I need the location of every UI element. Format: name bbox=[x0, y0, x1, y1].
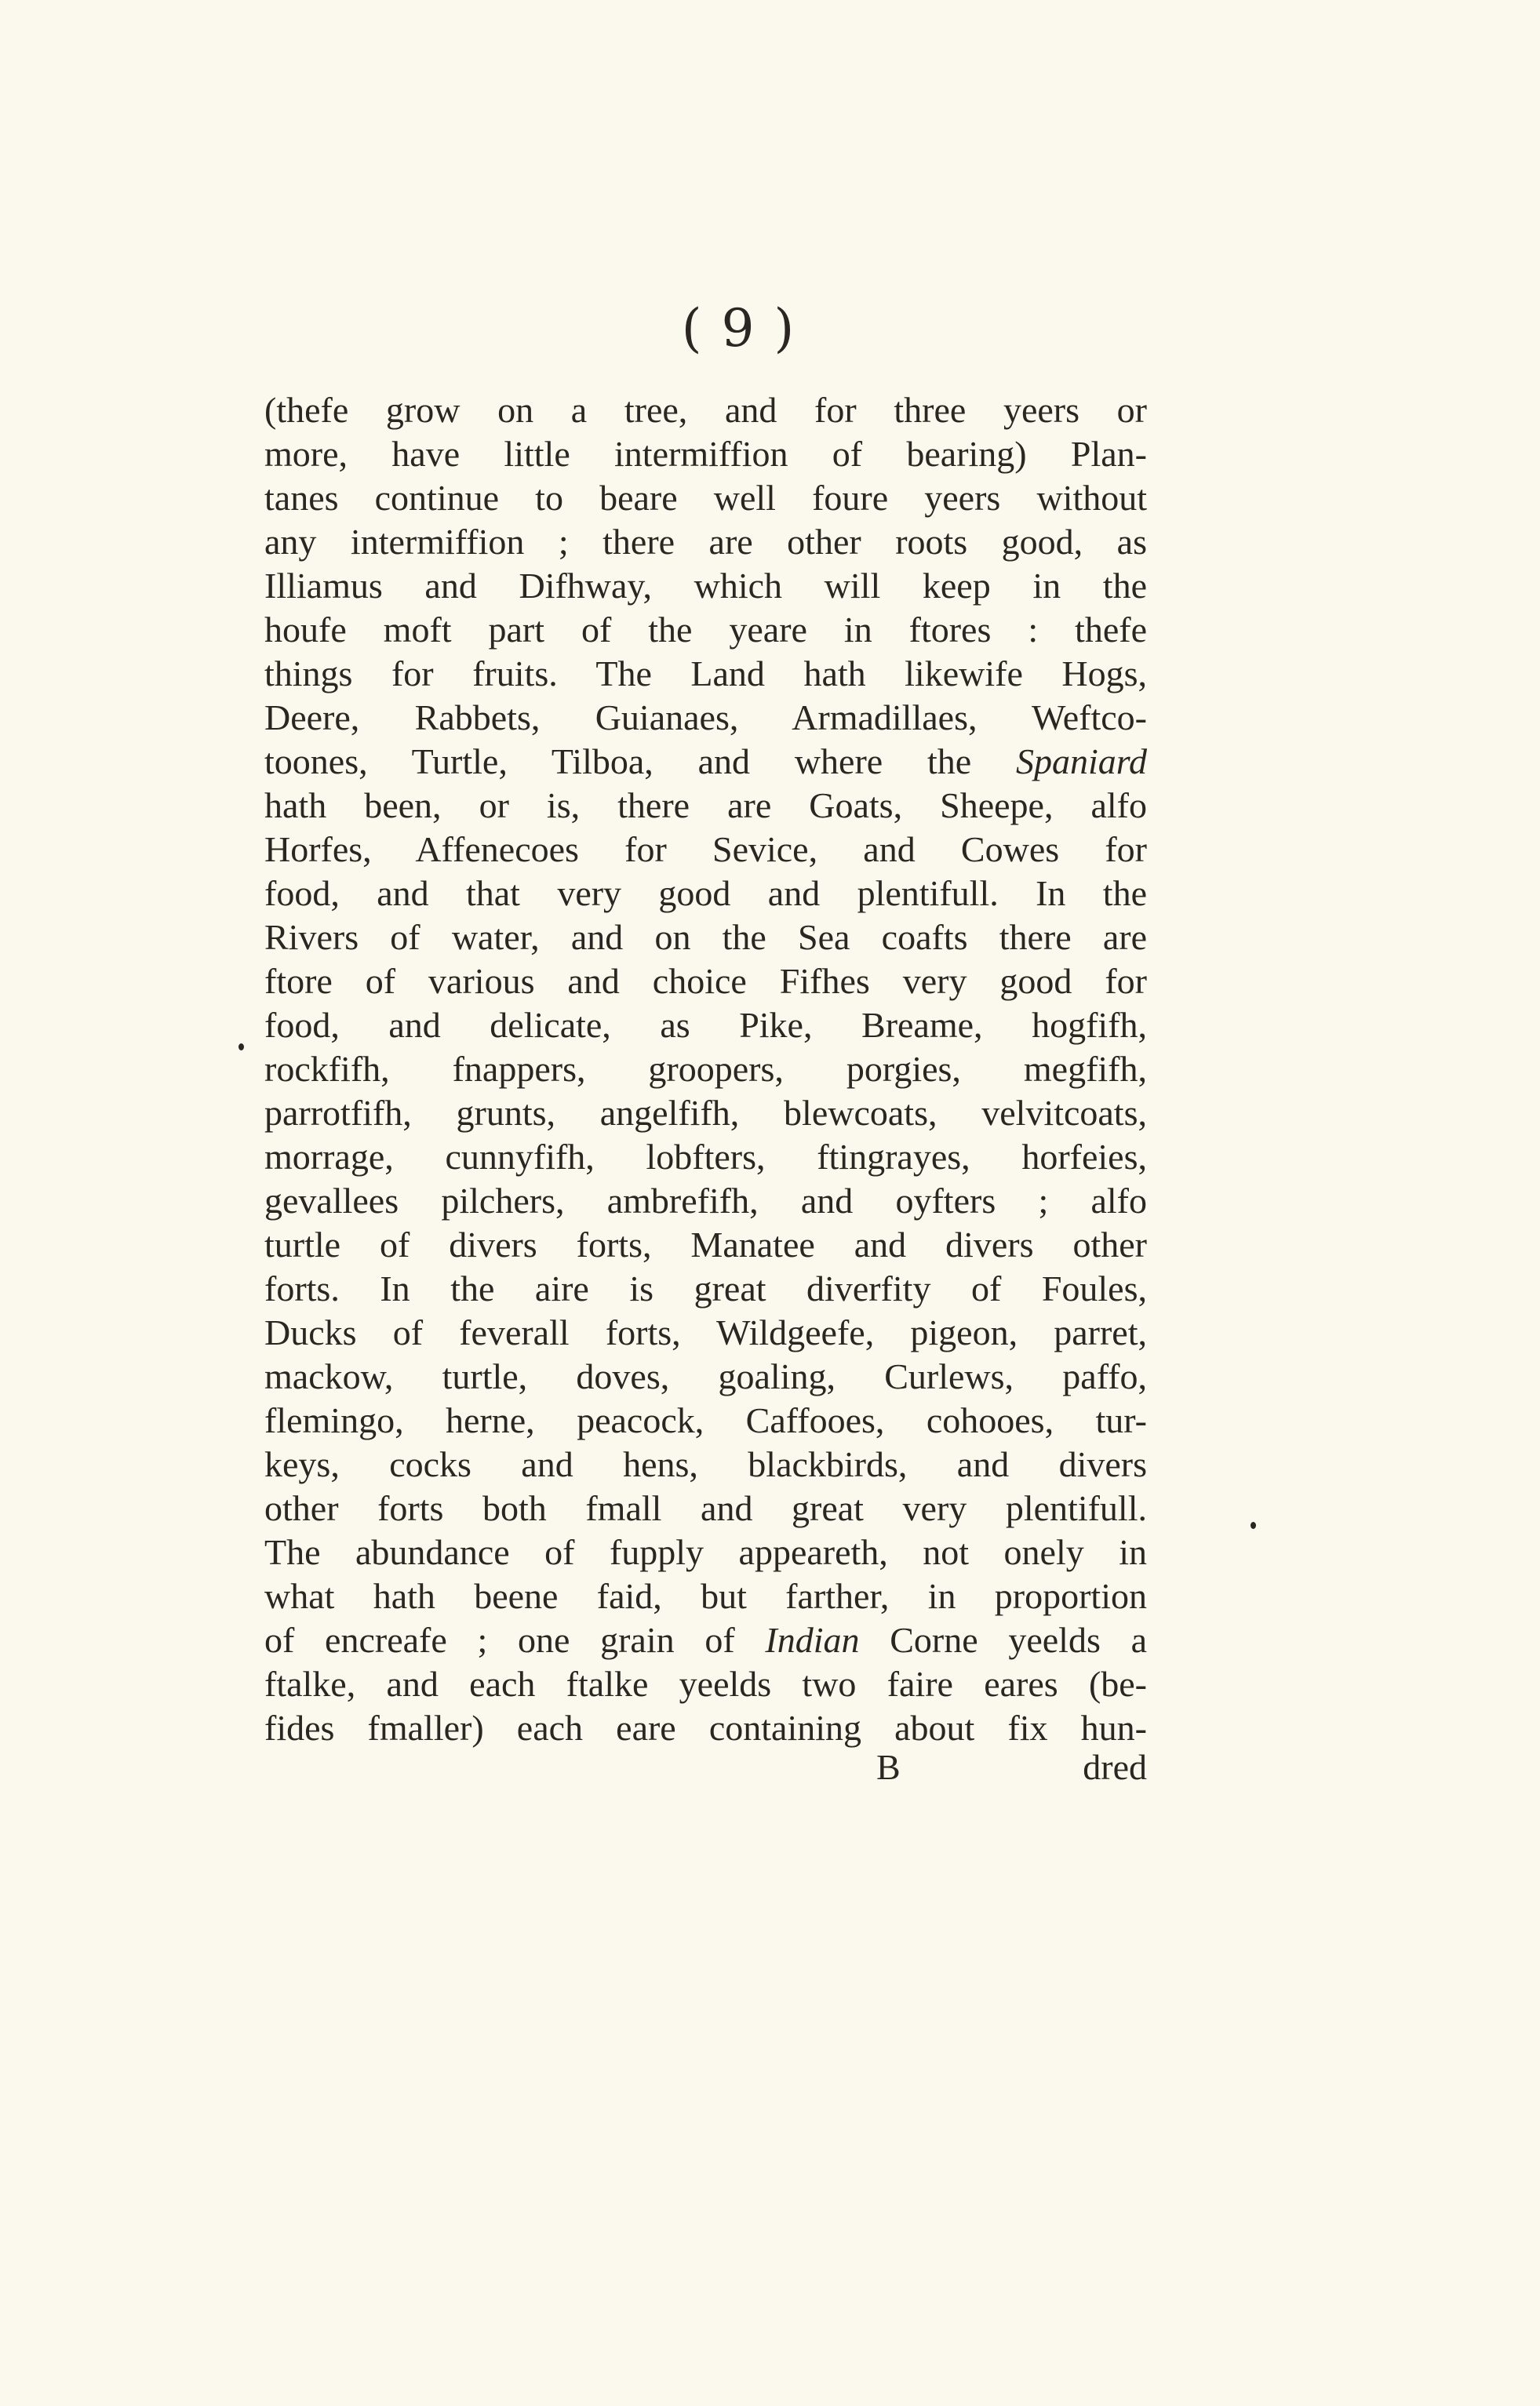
text-line: Deere, Rabbets, Guianaes, Armadillaes, Weftco- bbox=[264, 697, 1147, 737]
text-line: ftalke, and each ftalke yeelds two faire eares (be- bbox=[264, 1664, 1147, 1704]
text-line: what hath beene faid, but farther, in proportion bbox=[264, 1576, 1147, 1616]
signature-line bbox=[264, 1745, 1147, 1789]
italic-word: Spaniard bbox=[1016, 741, 1147, 781]
text-line: rockfifh, fnappers, groopers, porgies, megfifh, bbox=[264, 1049, 1147, 1089]
text-line: more, have little intermiffion of bearing) Plan- bbox=[264, 434, 1147, 474]
text-line: forts. In the aire is great diverfity of Foules, bbox=[264, 1269, 1147, 1309]
text-line: turtle of divers forts, Manatee and divers other bbox=[264, 1225, 1147, 1265]
text-line: mackow, turtle, doves, goaling, Curlews, paffo, bbox=[264, 1356, 1147, 1396]
italic-word: Indian bbox=[765, 1620, 860, 1660]
text-line: gevallees pilchers, ambrefifh, and oyfters ; alfo bbox=[264, 1181, 1147, 1221]
text-line: The abundance of fupply appeareth, not onely in bbox=[264, 1532, 1147, 1572]
text-line: food, and delicate, as Pike, Breame, hogfifh, bbox=[264, 1005, 1147, 1045]
text-line: houfe moft part of the yeare in ftores : thefe bbox=[264, 610, 1147, 650]
text-line: tanes continue to beare well foure yeers without bbox=[264, 478, 1147, 518]
text-line: Ducks of feverall forts, Wildgeefe, pigeon, parret, bbox=[264, 1312, 1147, 1352]
text-line: Rivers of water, and on the Sea coafts there are bbox=[264, 917, 1147, 957]
text-line: parrotfifh, grunts, angelfifh, blewcoats, velvitcoats, bbox=[264, 1093, 1147, 1133]
body-text bbox=[264, 388, 1147, 1750]
text-line bbox=[264, 1618, 1147, 1662]
text-line: Illiamus and Difhway, which will keep in the bbox=[264, 566, 1147, 606]
text-line-part: Corne yeelds a bbox=[859, 1620, 1147, 1660]
ink-speck bbox=[1251, 1522, 1256, 1529]
text-line: fides fmaller) each eare containing about fix hun- bbox=[264, 1708, 1147, 1748]
text-line: hath been, or is, there are Goats, Sheepe, alfo bbox=[264, 785, 1147, 825]
text-line-part: toones, Turtle, Tilboa, and where the bbox=[264, 741, 1017, 781]
text-line: food, and that very good and plentifull. In the bbox=[264, 873, 1147, 913]
text-line-part: of encreafe ; one grain of bbox=[264, 1620, 766, 1660]
text-line: any intermiffion ; there are other roots good, as bbox=[264, 522, 1147, 562]
signature-mark: B bbox=[876, 1747, 901, 1787]
ink-speck bbox=[238, 1043, 244, 1050]
text-line bbox=[264, 740, 1147, 784]
text-line: other forts both fmall and great very plentifull. bbox=[264, 1488, 1147, 1528]
text-line: Horfes, Affenecoes for Sevice, and Cowes for bbox=[264, 829, 1147, 869]
text-line: things for fruits. The Land hath likewife Hogs, bbox=[264, 653, 1147, 693]
text-line: keys, cocks and hens, blackbirds, and divers bbox=[264, 1444, 1147, 1484]
text-line: flemingo, herne, peacock, Caffooes, cohooes, tur- bbox=[264, 1400, 1147, 1440]
text-line: morrage, cunnyfifh, lobfters, ftingrayes, horfeies, bbox=[264, 1137, 1147, 1177]
page-number: ( 9 ) bbox=[681, 298, 796, 359]
catchword: dred bbox=[1083, 1747, 1147, 1787]
text-line: (thefe grow on a tree, and for three yeers or bbox=[264, 390, 1147, 430]
text-line: ftore of various and choice Fifhes very good for bbox=[264, 961, 1147, 1001]
